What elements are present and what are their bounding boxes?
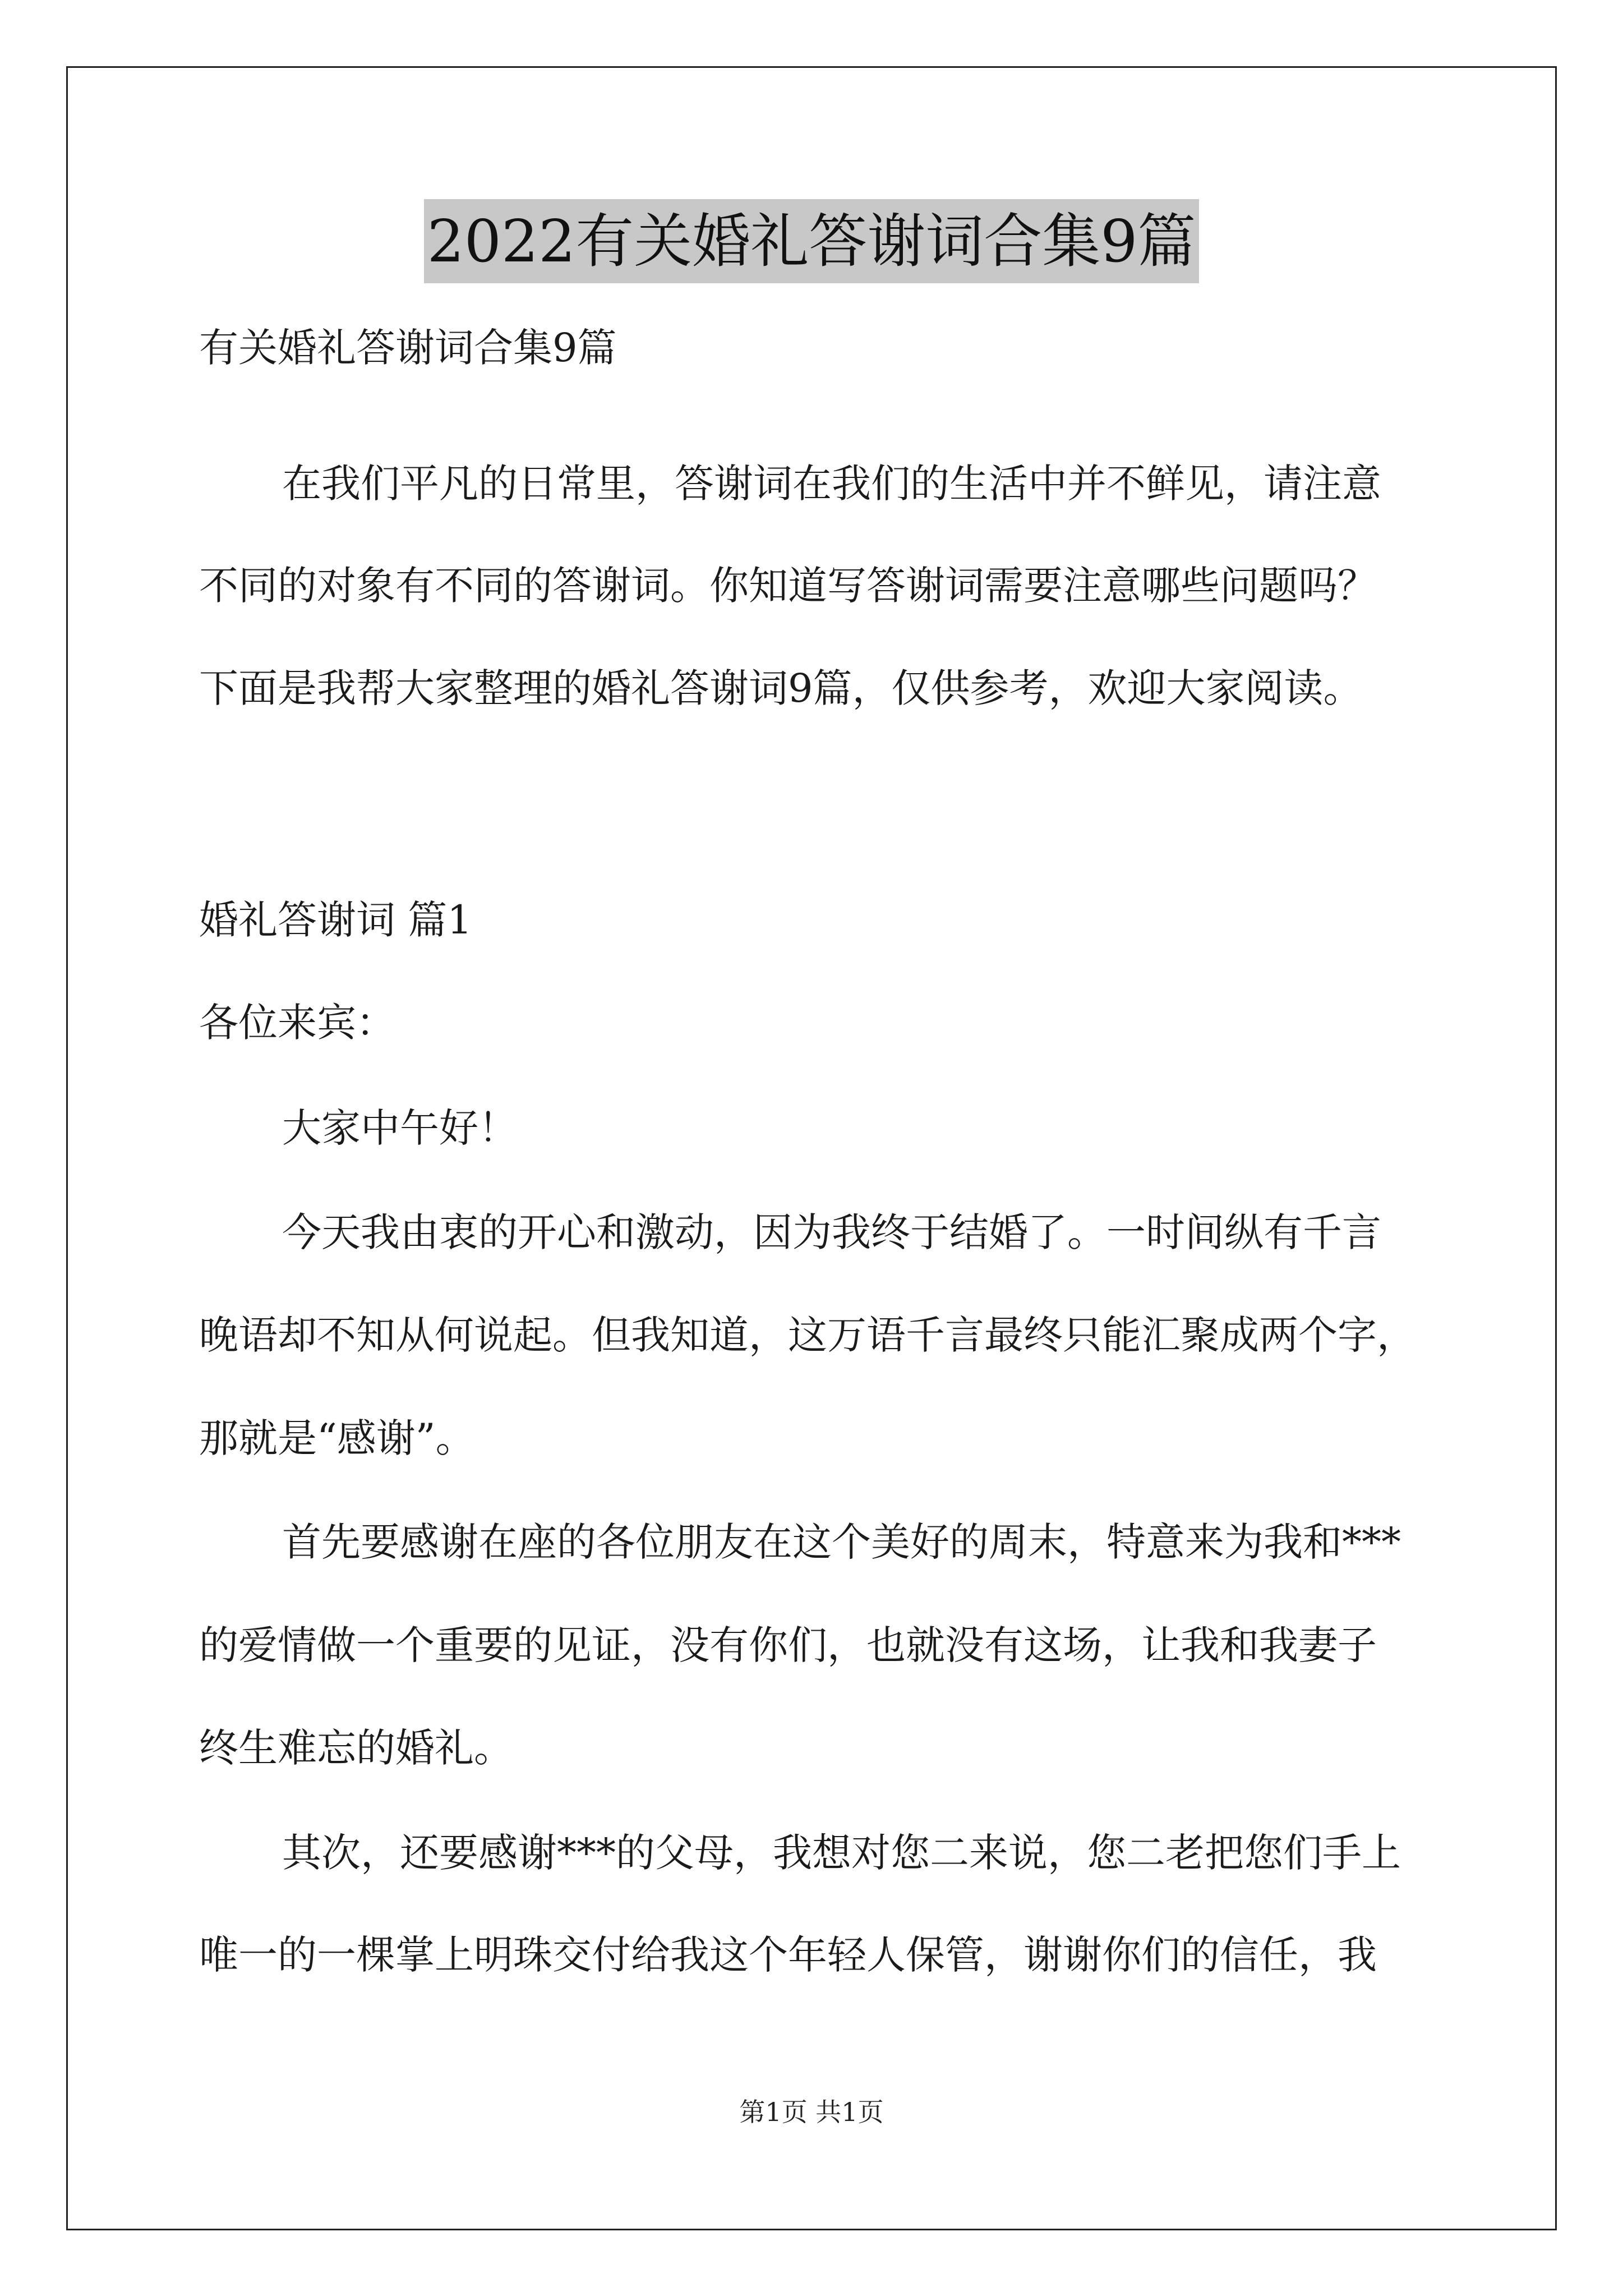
- paragraph-2-line-1: 首先要感谢在座的各位朋友在这个美好的周末，特意来为我和***: [282, 1519, 1401, 1565]
- subtitle-line: 有关婚礼答谢词合集9篇: [199, 325, 617, 371]
- page-footer: 第1页 共1页: [739, 2097, 884, 2127]
- paragraph-3-line-2: 唯一的一棵掌上明珠交付给我这个年轻人保管，谢谢你们的信任，我: [199, 1932, 1377, 1978]
- paragraph-2-line-3: 终生难忘的婚礼。: [199, 1725, 513, 1771]
- salutation: 各位来宾：: [199, 1000, 395, 1046]
- paragraph-3-line-1: 其次，还要感谢***的父母，我想对您二来说，您二老把您们手上: [282, 1830, 1401, 1876]
- intro-line-1: 在我们平凡的日常里，答谢词在我们的生活中并不鲜见，请注意: [282, 461, 1381, 507]
- section-heading: 婚礼答谢词 篇1: [199, 897, 472, 943]
- intro-line-2: 不同的对象有不同的答谢词。你知道写答谢词需要注意哪些问题吗？: [199, 563, 1377, 609]
- title-container: [0, 199, 1623, 283]
- paragraph-2-line-2: 的爱情做一个重要的见证，没有你们，也就没有这场，让我和我妻子: [199, 1622, 1377, 1668]
- intro-line-3: 下面是我帮大家整理的婚礼答谢词9篇，仅供参考，欢迎大家阅读。: [199, 665, 1363, 711]
- greeting: 大家中午好！: [282, 1105, 518, 1151]
- paragraph-1-line-2: 晚语却不知从何说起。但我知道，这万语千言最终只能汇聚成两个字，: [199, 1312, 1416, 1358]
- paragraph-1-line-3: 那就是“感谢”。: [199, 1415, 475, 1461]
- document-title: 2022有关婚礼答谢词合集9篇: [424, 199, 1200, 283]
- paragraph-1-line-1: 今天我由衷的开心和激动，因为我终于结婚了。一时间纵有千言: [282, 1209, 1381, 1255]
